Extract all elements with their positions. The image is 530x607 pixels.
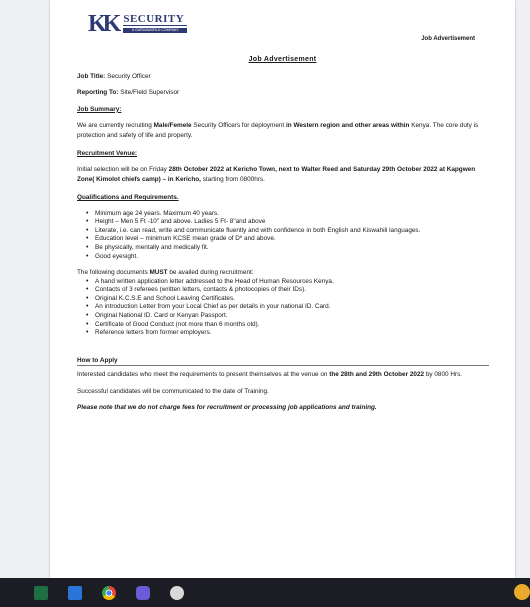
- logo-mark: KK: [88, 11, 118, 37]
- list-item: • Education level – minimum KCSE mean grade of Dº and above.: [86, 235, 489, 244]
- system-tray-icon[interactable]: [514, 584, 530, 600]
- people-icon[interactable]: [136, 586, 150, 600]
- header-label: Job Advertisement: [421, 36, 475, 42]
- logo-subtitle: A GARDAWORLD COMPANY: [123, 28, 187, 33]
- shield-icon[interactable]: [68, 586, 82, 600]
- divider: [77, 365, 489, 366]
- document-body: [77, 72, 489, 412]
- apply-heading: How to Apply: [77, 356, 118, 364]
- list-item: • Be physically, mentally and medically fit.: [86, 244, 489, 253]
- list-item: • An introduction Letter from your Local Chief as per details in your national ID. Card.: [86, 303, 489, 312]
- page-title: Job Advertisement: [248, 56, 317, 63]
- list-item: • Original National ID. Card or Kenyan Passport.: [86, 312, 489, 321]
- list-item: • Certificate of Good Conduct (not more than 6 months old).: [86, 321, 489, 330]
- taskbar: [0, 578, 530, 607]
- job-title-line: Job Title: Security Officer: [77, 73, 151, 80]
- fees-note: Please note that we do not charge fees for recruitment or processing job applications and training.: [77, 404, 377, 411]
- venue-heading: Recruitment Venue:: [77, 150, 138, 158]
- list-item: • Reference letters from former employers.: [86, 329, 489, 338]
- list-item: • Original K.C.S.E and School Leaving Certificates.: [86, 295, 489, 304]
- qualifications-heading: Qualifications and Requirements.: [77, 194, 179, 202]
- documents-list: [77, 278, 489, 338]
- venue-text: Initial selection will be on Friday 28th October 2022 at Kericho Town, next to Walter Reed and Saturday 29th October 2022 at Kapgwen Zone( Kimolot chiefs camp) – in Kericho, starting from 0800hrs.: [77, 166, 476, 183]
- list-item: • Minimum age 24 years. Maximum 40 years.: [86, 210, 489, 219]
- summary-text: We are currently recruiting Male/Femele Security Officers for deployment in Western region and other areas within Kenya. The core duty is protection and safety of life and property.: [77, 122, 479, 139]
- successful-text: Successful candidates will be communicated to the date of Training.: [77, 387, 269, 395]
- document-page: [50, 0, 515, 578]
- list-item: • Contacts of 3 referees (written letters, contacts & photocopies of their IDs).: [86, 286, 489, 295]
- list-item: • Literate, i.e. can read, write and communicate fluently and with confidence in both English and Kiswahili languages.: [86, 227, 489, 236]
- chrome-icon[interactable]: [102, 586, 116, 600]
- excel-icon[interactable]: [34, 586, 48, 600]
- summary-heading: Job Summary:: [77, 105, 122, 113]
- apply-text: Interested candidates who meet the requirements to present themselves at the venue on the 28th and 29th October 2022 by 0800 Hrs.: [77, 371, 463, 379]
- logo-name: SECURITY: [123, 13, 187, 26]
- company-logo: [88, 13, 187, 35]
- reporting-line: Reporting To: Site/Field Supervisor: [77, 89, 180, 97]
- qualifications-list: [77, 210, 489, 262]
- documents-intro: The following documents MUST be availed during recruitment:: [77, 269, 254, 277]
- list-item: • Good eyesight.: [86, 253, 489, 262]
- list-item: • A hand written application letter addressed to the Head of Human Resources Kenya.: [86, 278, 489, 287]
- number-six-icon[interactable]: [170, 586, 184, 600]
- list-item: • Height – Men 5 Ft -10" and above. Ladies 5 Ft- 8"and above: [86, 218, 489, 227]
